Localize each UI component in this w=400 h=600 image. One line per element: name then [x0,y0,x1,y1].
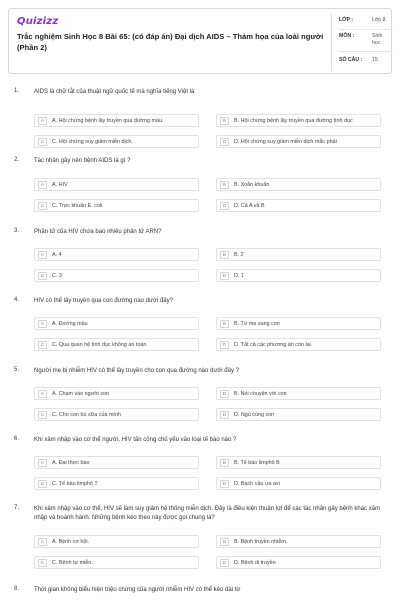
option-d[interactable] [216,556,381,569]
question-number: 7. [14,505,20,511]
option-letter: A [38,181,47,189]
option-text: C. Trực khuẩn E. coli [52,203,103,209]
option-letter: D [220,272,229,280]
option-a[interactable] [34,317,199,330]
option-a[interactable] [34,178,199,191]
option-letter: D [220,559,229,567]
option-text: B. Tế bào limphô B [234,460,280,466]
option-a[interactable] [34,456,199,469]
meta-separator [339,29,393,30]
option-letter: D [220,202,229,210]
option-letter: D [220,480,229,488]
option-letter: D [220,341,229,349]
option-letter: A [38,251,47,259]
option-letter: A [38,320,47,328]
question-text: Người mẹ bị nhiễm HIV có thể lây truyền cho con qua đường nào dưới đây ? [34,368,239,374]
option-c[interactable] [34,269,199,282]
option-c[interactable] [34,408,199,421]
grade-label: LỚP : [339,17,354,23]
option-text: C. Tế bào limphô T [52,481,98,487]
option-b[interactable] [216,114,381,127]
option-text: D. Bạch cầu ưa axi [234,481,280,487]
question-number: 3. [14,228,20,234]
option-b[interactable] [216,317,381,330]
option-c[interactable] [34,199,199,212]
option-text: D. Ngủ cùng con [234,412,275,418]
worksheet-header [8,8,392,74]
option-a[interactable] [34,114,199,127]
meta-separator [339,51,393,52]
option-text: C. Bệnh tự miễn. [52,560,93,566]
option-text: B. Bệnh truyền nhiễm. [234,539,288,545]
question-text: Tác nhân gây nên bệnh AIDS là gì ? [34,158,131,164]
option-d[interactable] [216,199,381,212]
option-letter: C [38,272,47,280]
option-text: B. Từ mẹ sang con [234,321,280,327]
option-c[interactable] [34,556,199,569]
option-letter: D [220,138,229,146]
option-text: A. HIV [52,182,68,188]
question-text: Khi xâm nhập vào cơ thể người, HIV tấn công chủ yếu vào loại tế bào nào ? [34,437,237,443]
option-text: B. Nói chuyện với con [234,391,287,397]
option-b[interactable] [216,535,381,548]
option-text: A. Đại thực bào [52,460,90,466]
option-b[interactable] [216,387,381,400]
option-d[interactable] [216,269,381,282]
option-text: A. Chạm vào người con [52,391,110,397]
option-text: A. Bệnh cơ hội. [52,539,90,545]
option-text: A. Hội chứng bệnh lây truyền qua đường máu. [52,118,164,124]
question-count-label: SỐ CÂU : [339,57,363,63]
option-letter: B [220,390,229,398]
option-text: B. 2 [234,252,244,258]
option-b[interactable] [216,456,381,469]
option-text: B. Xoắn khuẩn [234,182,270,188]
question-text: Thời gian không biểu hiện triệu chứng của người nhiễm HIV có thể kéo dài từ [34,587,241,593]
option-text: D. Cả A và B [234,203,265,209]
question-number: 5. [14,367,20,373]
option-c[interactable] [34,477,199,490]
option-letter: B [220,459,229,467]
header-divider [331,13,332,71]
option-b[interactable] [216,248,381,261]
option-c[interactable] [34,338,199,351]
option-letter: C [38,559,47,567]
option-letter: B [220,117,229,125]
quizizz-logo: Quizizz [17,16,59,27]
option-text: C. 3 [52,273,62,279]
option-b[interactable] [216,178,381,191]
option-letter: C [38,341,47,349]
option-letter: B [220,320,229,328]
subject-value: Sinh học [372,33,383,46]
option-text: C. Qua quan hệ tình dục không an toàn [52,342,147,348]
question-number: 4. [14,297,20,303]
option-text: D. Hội chứng suy giảm miễn dịch mắc phải [234,139,337,145]
option-c[interactable] [34,135,199,148]
option-text: D. Bệnh di truyền [234,560,276,566]
option-text: C. Cho con bú sữa của mình [52,412,121,418]
option-letter: A [38,459,47,467]
option-letter: B [220,538,229,546]
option-letter: A [38,538,47,546]
question-text: Phân tử của HIV chứa bao nhiêu phân tử ARN? [34,229,162,235]
question-number: 8. [14,586,20,592]
option-a[interactable] [34,535,199,548]
option-d[interactable] [216,338,381,351]
option-d[interactable] [216,135,381,148]
option-letter: B [220,251,229,259]
option-text: C. Hội chứng suy giảm miễn dịch. [52,139,133,145]
option-letter: D [220,411,229,419]
worksheet-title: Trắc nghiệm Sinh Học 8 Bài 65: (có đáp án) Đại dịch AIDS – Thảm họa của loài người (Phần 2) [17,32,324,52]
grade-value: Lớp 8 [372,17,386,23]
option-a[interactable] [34,387,199,400]
question-number: 1. [14,88,20,94]
question-text: AIDS là chữ tắt của thuật ngữ quốc tế mà nghĩa tiếng Việt là [34,89,195,95]
subject-label: MÔN : [339,33,355,39]
option-letter: B [220,181,229,189]
option-letter: C [38,202,47,210]
question-count-value: 15 [372,57,378,63]
option-letter: C [38,411,47,419]
option-text: A. Đường máu [52,321,88,327]
option-text: D. 1 [234,273,244,279]
question-number: 6. [14,436,20,442]
option-letter: A [38,390,47,398]
option-d[interactable] [216,477,381,490]
option-text: B. Hội chứng bệnh lây truyền qua đường tình dục [234,118,353,124]
option-letter: A [38,117,47,125]
question-text: Khi xâm nhập vào cơ thể, HIV sẽ làm suy giảm hệ thống miễn dịch. Đây là điều kiện thuận lợi để các tác nhân gây bệnh khác xâm nhập và hoành hành. Những bệnh kéo theo này được gọi chung là? [34,506,381,521]
question-text: HIV có thể lây truyền qua con đường nào dưới đây? [34,298,173,304]
option-text: A. 4 [52,252,62,258]
option-d[interactable] [216,408,381,421]
question-number: 2. [14,157,20,163]
option-a[interactable] [34,248,199,261]
option-letter: C [38,480,47,488]
option-letter: C [38,138,47,146]
option-text: D. Tất cả các phương án còn lại [234,342,311,348]
